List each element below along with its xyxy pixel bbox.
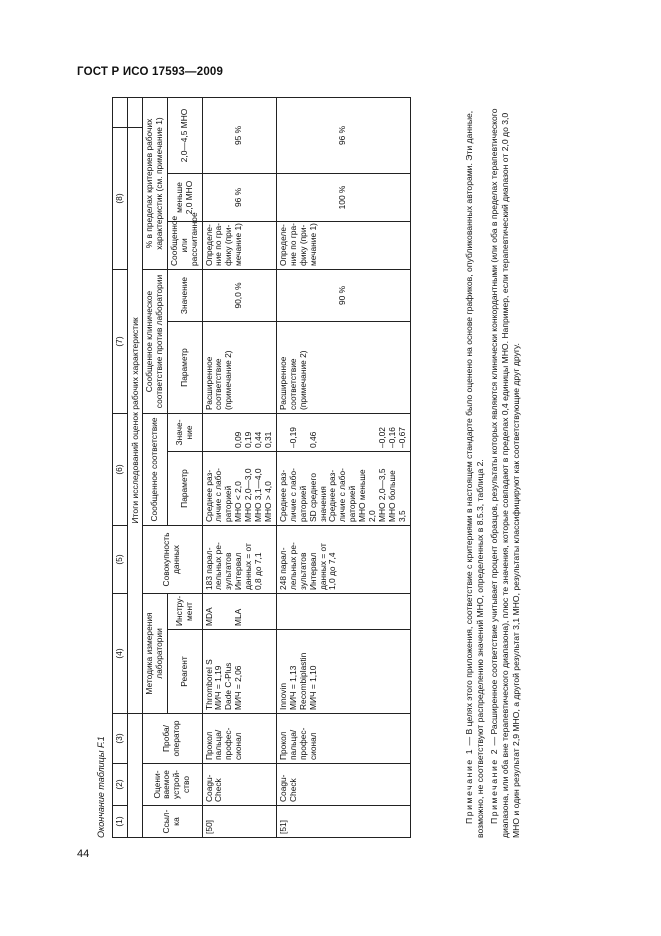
dataset-header: Совокупность данных bbox=[143, 526, 203, 594]
device-header: Оцени-ваемое устрой-ство bbox=[143, 764, 203, 806]
col-number: (1) bbox=[113, 806, 128, 838]
reagent-cell: Thromborel S МИЧ = 1,19 Dade C-Plus МИЧ = 2,06 bbox=[202, 630, 276, 714]
clinical-param-cell: Расширенное соответствие (примечание 2) bbox=[202, 322, 276, 414]
summary-title-row bbox=[127, 98, 142, 838]
reagent-header: Реагент bbox=[167, 630, 202, 714]
table-row bbox=[276, 98, 410, 838]
col-number: (5) bbox=[113, 526, 128, 594]
reported-header: Сообщенное или рассчитанное bbox=[167, 222, 202, 270]
header-row-1 bbox=[143, 98, 168, 838]
agreement-param-cell: Среднее раз- личие с лабо- раторией SD среднего значения Среднее раз- личие с лабо- раторией МНО меньше 2,0 МНО 2,0—3,5 МНО больше 3,5 bbox=[276, 452, 410, 526]
clinical-value-cell: 90,0 % bbox=[202, 270, 276, 322]
note-1 bbox=[464, 98, 486, 838]
less2-cell: 96 % bbox=[202, 174, 276, 222]
table-notes bbox=[464, 98, 525, 838]
dataset-cell: 183 парал- лельных ре- зультатов Интервал данных = от 0,8 до 7,1 bbox=[202, 526, 276, 594]
range-header: 2,0—4,5 МНО bbox=[167, 98, 202, 174]
ref-cell: [50] bbox=[202, 806, 276, 838]
method-header: Методика измерения лаборатории bbox=[143, 594, 168, 714]
document-header: ГОСТ Р ИСО 17593—2009 bbox=[77, 66, 224, 78]
col-number: (8) bbox=[113, 128, 128, 270]
param-header: Параметр bbox=[167, 452, 202, 526]
agreement-param-cell: Среднее раз- личие с лабо- раторией МНО < 2,0 МНО 2,0—3,0 МНО 3,1—4,0 МНО > 4,0 bbox=[202, 452, 276, 526]
range-cell: 95 % bbox=[202, 98, 276, 174]
column-number-row bbox=[113, 98, 128, 838]
value-header: Значе-ние bbox=[167, 414, 202, 452]
ref-cell: [51] bbox=[276, 806, 410, 838]
page-number: 44 bbox=[77, 848, 90, 860]
table-row bbox=[202, 98, 276, 838]
results-table bbox=[112, 97, 411, 838]
note-2-text: — Расширенное соответствие учитывает процент образцов, результаты которых являются клинически конкордантными (или оба в пределах терапевтического диапазона, или оба вне терапевтического диапазона), плюс те значения, которые совпадают в пределах 0,4 единицы МНО. Например, если терапевтический диапазон от 2,0 до 3,0 МНО и один результат 2,9 МНО, а другой результат 3,1 МНО, результаты классифицируют как соответствующие друг другу. bbox=[489, 108, 521, 838]
note-1-label: Примечание 1 bbox=[464, 747, 474, 824]
clinical-param-header: Параметр bbox=[167, 322, 202, 414]
col-number: (7) bbox=[113, 270, 128, 414]
agreement-header: Сообщенное соответствие bbox=[143, 414, 168, 526]
reported-cell: Определе- ние по гра- фику (при- мечание 1) bbox=[276, 222, 410, 270]
reagent-cell: Innovin МИЧ = 1,13 Recombiplastin МИЧ = 1,10 bbox=[276, 630, 410, 714]
summary-title: Итоги исследований оценок рабочих характеристик bbox=[127, 128, 142, 714]
agreement-value-cell: 0,09 0,19 0,44 0,31 bbox=[202, 414, 276, 452]
reported-cell: Определе- ние по гра- фику (при- мечание 1) bbox=[202, 222, 276, 270]
sample-header: Проба/ оператор bbox=[143, 714, 203, 764]
ref-header: Ссыл-ка bbox=[143, 806, 203, 838]
note-2-label: Примечание 2 bbox=[489, 747, 499, 824]
sample-cell: Прокол пальца/ профес- сионал bbox=[276, 714, 410, 764]
agreement-value-cell: –0,19 0,46 –0,02 –0,16 –0,67 bbox=[276, 414, 410, 452]
instrument-cell bbox=[276, 594, 410, 630]
col-number: (2) bbox=[113, 764, 128, 806]
instrument-cell: MDA MLA bbox=[202, 594, 276, 630]
clinical-value-cell: 90 % bbox=[276, 270, 410, 322]
criteria-header: % в пределах критериев рабочих характеристик (см. примечание 1) bbox=[143, 98, 168, 270]
clinical-value-header: Значение bbox=[167, 270, 202, 322]
col-number: (6) bbox=[113, 414, 128, 526]
clinical-param-cell: Расширенное соответствие (примечание 2) bbox=[276, 322, 410, 414]
col-number: (3) bbox=[113, 714, 128, 764]
note-2 bbox=[489, 98, 522, 838]
col-number: (4) bbox=[113, 594, 128, 714]
clinical-header: Сообщенное клиническое соответствие против лаборатории bbox=[143, 270, 168, 414]
dataset-cell: 248 парал- лельных ре- зультатов Интервал данных = от 1,0 до 7,4 bbox=[276, 526, 410, 594]
less2-header: меньше 2,0 МНО bbox=[167, 174, 202, 222]
device-cell: Coagu- Check bbox=[202, 764, 276, 806]
table-caption: Окончание таблицы F.1 bbox=[96, 736, 106, 838]
note-1-text: — В целях этого приложения, соответствие с критериями в настоящем стандарте было оценено на основе графиков, опубликованных авторами. Эти данные, возможно, не соответствуют распределению значений МНО, определенных в 8.5.3, таблица 2. bbox=[464, 110, 485, 838]
range-cell: 96 % bbox=[276, 98, 410, 174]
less2-cell: 100 % bbox=[276, 174, 410, 222]
rotated-table-block bbox=[96, 98, 551, 838]
sample-cell: Прокол пальца/ профес- сионал bbox=[202, 714, 276, 764]
instrument-header: Инстру-мент bbox=[167, 594, 202, 630]
device-cell: Coagu- Check bbox=[276, 764, 410, 806]
